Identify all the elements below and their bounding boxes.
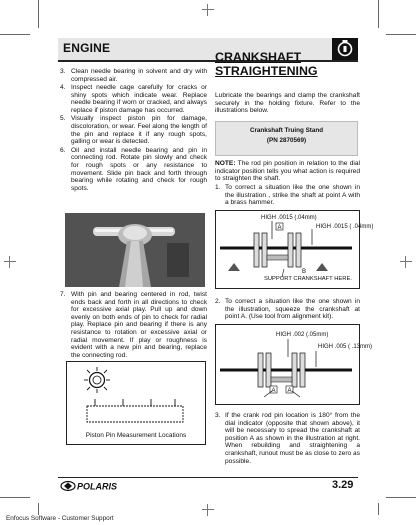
registration-mark — [4, 256, 16, 268]
list-item — [60, 68, 207, 83]
step-text: Oil and install needle bearing and pin in connecting rod. Rotate pin slowly and check for rough spots or any resistance to movement. Slide pin back and forth through bearing while rotating and check for rough spots. — [71, 146, 207, 193]
diagram-label-high: HIGH .0015 ( .04mm) — [316, 224, 374, 230]
diagram-label-high: HIGH .0015 (.04mm) — [261, 215, 317, 221]
title-line-2: STRAIGHTENING — [215, 64, 318, 78]
crop-mark — [378, 0, 379, 28]
step-text: To correct a situation like the one shown in the illustration , strike the shaft at point A with a brass hammer. — [225, 184, 360, 207]
connecting-rod-photo — [65, 213, 205, 287]
step-text: With pin and bearing centered in rod, twist ends back and forth in all directions to check for excessive axial play. Pull up and down evenly on both ends of pin to check for radial play. Replace pin and bearing if there is any resistance to rotation or excessive axial or radial movement. If play or roughness is evident with a new pin and bearing, replace the connecting rod. — [71, 291, 207, 359]
crop-mark — [38, 503, 39, 515]
step-item-2 — [215, 298, 360, 321]
left-step-list — [60, 68, 207, 193]
step-item-7 — [60, 291, 207, 359]
diagram-label-support: SUPPORT CRANKSHAFT HERE. — [264, 276, 352, 282]
diagram-label-a: A — [287, 388, 292, 394]
list-item — [60, 84, 207, 115]
registration-mark — [400, 256, 412, 268]
diagram-label-high: HIGH .005 ( .13mm) — [318, 344, 373, 350]
tool-part-number: (PN 2870569) — [266, 137, 307, 144]
polaris-logo — [60, 479, 118, 493]
crop-mark — [378, 503, 379, 515]
diagram-label-a: A — [271, 388, 276, 394]
step-text: Inspect needle cage carefully for cracks or shiny spots which indicate wear. Replace needle bearing if worn or cracked, and always replace if piston damage has occurred. — [71, 83, 207, 115]
step-item-3 — [215, 412, 360, 465]
intro-paragraph: Lubricate the bearings and clamp the crankshaft securely in the holding fixture. Refer to the illustrations below. — [215, 92, 360, 115]
crop-mark — [0, 497, 30, 498]
step-number: 1. — [215, 184, 221, 191]
section-title: ENGINE — [63, 41, 111, 55]
step-text: Clean needle bearing in solvent and dry with compressed air. — [71, 68, 207, 83]
note-paragraph — [215, 160, 360, 183]
footer-note: Enfocus Software - Customer Support — [6, 515, 114, 522]
crop-mark — [38, 0, 39, 28]
step-number: 6. — [60, 146, 66, 154]
crankshaft-diagram-strike — [215, 210, 374, 289]
step-number: 7. — [60, 291, 66, 298]
step-text: If the crank rod pin location is 180° from the dial indicator (opposite that shown above), it will be necessary to spread the crankshaft at position A as shown in the illustration at right. When rebuilding and straightening a crankshaft, runout must be as close to zero as possible. — [225, 412, 360, 465]
note-label: NOTE: — [215, 160, 236, 167]
step-item-1 — [215, 184, 360, 207]
registration-mark — [202, 4, 214, 16]
step-text: To correct a situation like the one shown in the illustration, squeeze the crankshaft at point A. (Use tool from alignment kit). — [225, 298, 360, 321]
step-number: 3. — [215, 412, 221, 419]
step-number: 4. — [60, 83, 66, 91]
diagram-label-high: HIGH .002 (.05mm) — [276, 332, 329, 338]
step-number: 2. — [215, 298, 221, 305]
footer-rule — [58, 477, 358, 478]
diagram-label-b: B — [302, 269, 307, 275]
engine-icon — [332, 38, 358, 60]
registration-mark — [202, 504, 214, 516]
step-text: Visually inspect piston pin for damage, discoloration, or wear. Feel along the length of the pin and replace it if any rough spots, galling or wear is detected. — [71, 115, 207, 146]
diagram-caption: Piston Pin Measurement Locations — [85, 432, 187, 439]
list-item — [60, 147, 207, 193]
crop-mark — [386, 34, 416, 35]
crankshaft-diagram-squeeze — [215, 324, 373, 405]
logo-text: POLARIS — [77, 481, 118, 492]
page-number: 3.29 — [332, 479, 354, 491]
crop-mark — [386, 497, 416, 498]
tool-name: Crankshaft Truing Stand — [249, 127, 324, 134]
page-title — [215, 50, 335, 78]
crop-mark — [0, 34, 30, 35]
title-line-1: CRANKSHAFT — [215, 50, 302, 64]
step-number: 5. — [60, 115, 66, 123]
note-text: The rod pin position in relation to the dial indicator position tells you what action is required to straighten the shaft. — [215, 160, 360, 183]
diagram-label-a: A — [277, 225, 282, 231]
step-number: 3. — [60, 68, 66, 75]
list-item — [60, 115, 207, 146]
